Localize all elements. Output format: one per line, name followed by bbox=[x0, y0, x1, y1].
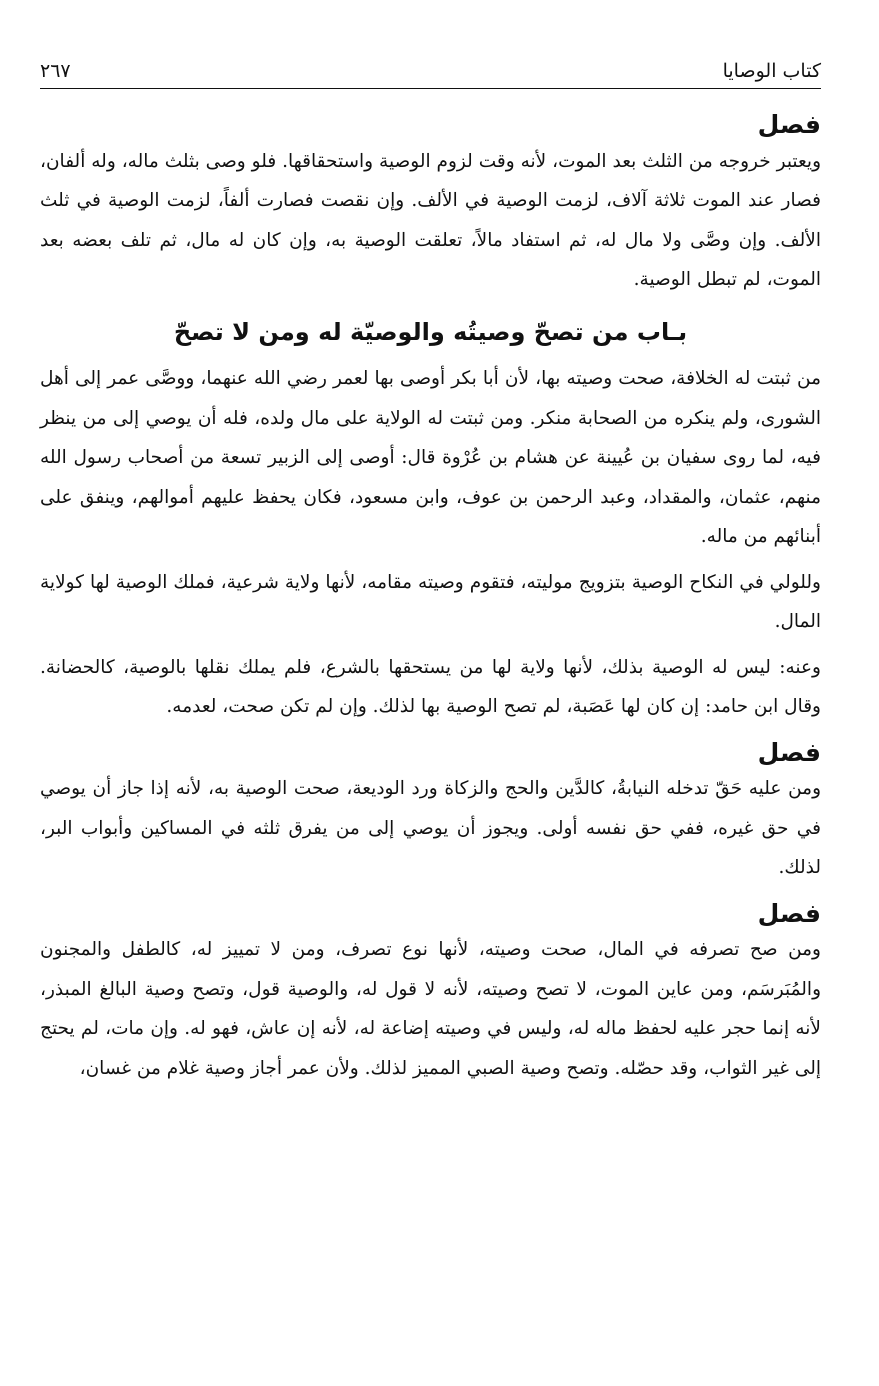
paragraph: وللولي في النكاح الوصية بتزويج موليته، فتقوم وصيته مقامه، لأنها ولاية شرعية، فملك الوصية لها كولاية المال. bbox=[40, 571, 821, 633]
paragraph: من ثبتت له الخلافة، صحت وصيته بها، لأن أبا بكر أوصى بها لعمر رضي الله عنهما، ووصَّى عمر إلى أهل الشورى، ولم ينكره من الصحابة منكر. ومن ثبتت له الولاية على مال ولده، فله أن يوصي إلى من ينظر فيه، لما روى سفيان بن عُيينة عن هشام بن عُرْوة قال: أوصى إلى الزبير تسعة من أصحاب رسول الله منهم، عثمان، والمقداد، وعبد الرحمن بن عوف، وابن مسعود، فكان يحفظ عليهم أموالهم، وينفق على أبنائهم من ماله. bbox=[40, 368, 821, 548]
paragraph: ومن عليه حَقّ تدخله النيابةُ، كالدَّين والحج والزكاة ورد الوديعة، صحت الوصية به، لأنه إذا جاز أن يوصي في حق غيره، ففي حق نفسه أولى. ويجوز أن يوصي إلى من يفرق ثلثه في المساكين وأبواب البر، لذلك. bbox=[40, 778, 821, 879]
running-header bbox=[40, 60, 821, 89]
section-heading: فصل bbox=[757, 737, 821, 767]
paragraph: ويعتبر خروجه من الثلث بعد الموت، لأنه وقت لزوم الوصية واستحقاقها. فلو وصى بثلث ماله، وله ألفان، فصار عند الموت ثلاثة آلاف، لزمت الوصية في الألف. وإن نقصت فصارت ألفاً، لزمت الوصية في ثلث الألف. وإن وصَّى ولا مال له، ثم استفاد مالاً، تعلقت الوصية به، وإن كان له مال، ثم تلف بعضه بعد الموت، لم تبطل الوصية. bbox=[40, 150, 821, 290]
book-title: كتاب الوصايا bbox=[722, 60, 821, 82]
page-number: ٢٦٧ bbox=[40, 60, 71, 82]
chapter-title: بـاب من تصحّ وصيتُه والوصيّة له ومن لا تصحّ bbox=[173, 317, 688, 346]
paragraph: ومن صح تصرفه في المال، صحت وصيته، لأنها نوع تصرف، ومن لا تمييز له، كالطفل والمجنون والمُبَرسَم، ومن عاين الموت، لا تصح وصيته، لأنه لا قول له، والوصية قول، وتصح وصية البالغ المبذر، لأنه إنما حجر عليه لحفظ ماله له، وليس في وصيته إضاعة له، لأنه إن عاش، فهو له. وإن مات، لم يحتج إلى غير الثواب، وقد حصّله. وتصح وصية الصبي المميز لذلك. ولأن عمر أجاز وصية غلام من غسان، bbox=[40, 939, 821, 1079]
paragraph: وعنه: ليس له الوصية بذلك، لأنها ولاية لها من يستحقها بالشرع، فلم يملك نقلها بالوصية، كالحضانة. وقال ابن حامد: إن كان لها عَصَبة، لم تصح الوصية بها لذلك. وإن لم تكن صحت، لعدمه. bbox=[40, 656, 821, 718]
section-heading: فصل bbox=[757, 110, 821, 139]
document-page bbox=[40, 60, 821, 1346]
section-heading: فصل bbox=[757, 898, 821, 928]
